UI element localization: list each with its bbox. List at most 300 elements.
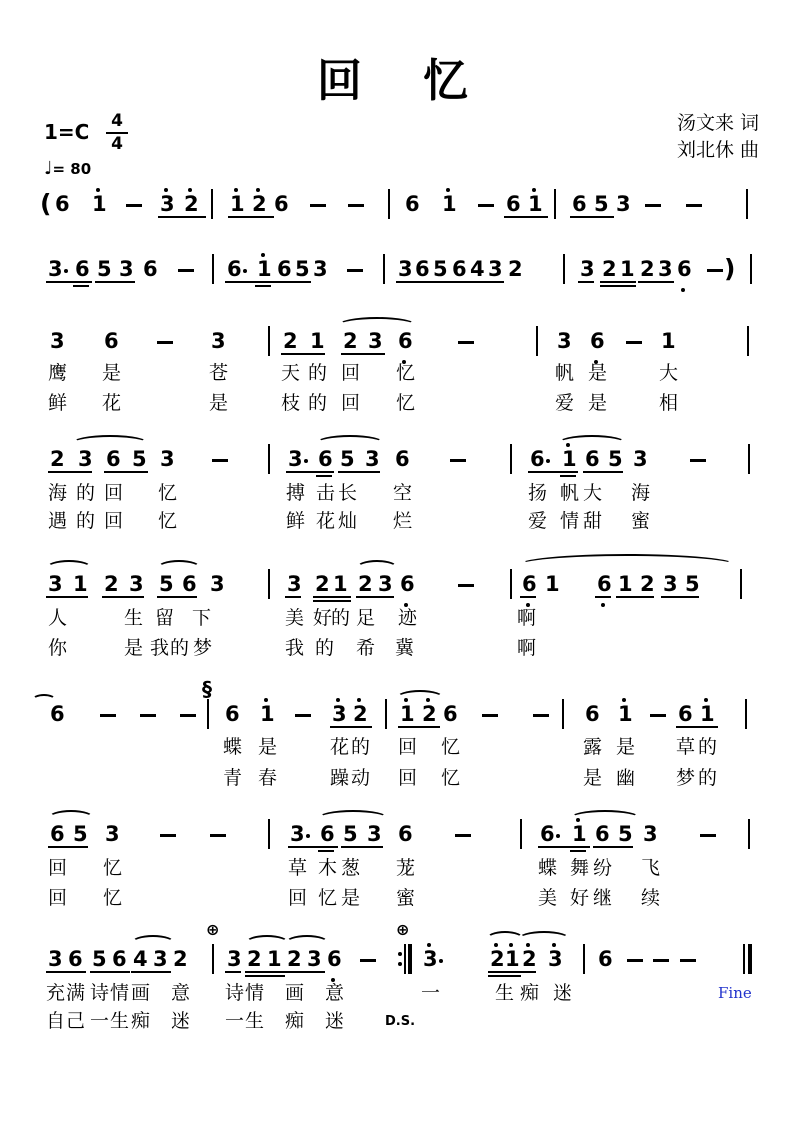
duration-dash xyxy=(210,834,226,837)
lyric-char: 茏 xyxy=(396,857,416,879)
beam-underline xyxy=(341,353,385,355)
lyric-char: 生 xyxy=(245,1010,265,1032)
jianpu-note: 3 xyxy=(48,257,63,281)
slur-arc xyxy=(518,931,570,947)
lyric-char: 鹰 xyxy=(48,362,68,384)
lyric-char: 的 xyxy=(76,510,96,532)
lyric-char: 遇 xyxy=(48,510,68,532)
lyric-char: 回 xyxy=(398,767,418,789)
jianpu-note: 6 xyxy=(506,192,521,216)
time-signature-top: 4 xyxy=(111,111,123,131)
octave-dot-above xyxy=(532,188,536,192)
beam-underline xyxy=(330,726,372,728)
jianpu-note: 5 xyxy=(132,447,147,471)
slur-arc xyxy=(316,435,384,451)
barline xyxy=(750,254,752,284)
beam-underline xyxy=(281,353,325,355)
beam-underline xyxy=(228,216,274,218)
jianpu-note: 6 xyxy=(595,822,610,846)
lyric-char: 生 xyxy=(124,607,144,629)
lyric-char: 的 xyxy=(351,736,371,758)
lyric-char: 忆 xyxy=(441,736,461,758)
lyric-char: 回 xyxy=(48,857,68,879)
lyric-char: 的 xyxy=(315,637,335,659)
fine-label: Fine xyxy=(718,984,752,1002)
lyric-char: 忆 xyxy=(318,887,338,909)
lyric-char: 你 xyxy=(48,637,68,659)
jianpu-note: 6 xyxy=(405,192,420,216)
duration-dash xyxy=(690,459,706,462)
lyric-char: 诗 xyxy=(90,982,110,1004)
beam-underline xyxy=(288,846,338,848)
end-repeat-barline xyxy=(404,944,406,974)
jianpu-note: 6 xyxy=(75,257,90,281)
lyric-char: 留 xyxy=(155,607,175,629)
jianpu-note: 6 xyxy=(677,257,692,281)
duration-dash xyxy=(707,269,723,272)
lyric-char: 飞 xyxy=(641,857,661,879)
quarter-note-icon: ♩ xyxy=(44,158,53,179)
jianpu-note: 1 xyxy=(92,192,107,216)
barline xyxy=(510,444,512,474)
jianpu-note: 6 xyxy=(598,947,613,971)
lyric-char: 意 xyxy=(325,982,345,1004)
jianpu-note: 1 xyxy=(505,947,520,971)
phrase-paren: ( xyxy=(40,189,52,218)
final-barline-thick xyxy=(748,944,752,974)
jianpu-note: 1 xyxy=(661,329,676,353)
jianpu-note: 3 xyxy=(548,947,563,971)
lyric-char: 蜜 xyxy=(631,510,651,532)
beam-underline xyxy=(46,971,86,973)
jianpu-note: 4 xyxy=(470,257,485,281)
lyric-char: 空 xyxy=(393,482,413,504)
octave-dot-above xyxy=(622,698,626,702)
barline xyxy=(563,254,565,284)
duration-dash xyxy=(140,714,156,717)
jianpu-note: 1 xyxy=(545,572,560,596)
lyric-char: 纷 xyxy=(593,857,613,879)
jianpu-note: 3 xyxy=(78,447,93,471)
barline xyxy=(583,944,585,974)
duration-dash xyxy=(157,341,173,344)
beam-underline xyxy=(104,471,148,473)
slur-arc xyxy=(46,560,92,576)
slur-arc xyxy=(570,810,640,826)
jianpu-note: 5 xyxy=(685,572,700,596)
jianpu-note: 6 xyxy=(320,822,335,846)
lyric-char: 我 xyxy=(285,637,305,659)
beam-underline xyxy=(538,846,590,848)
lyric-char: 忆 xyxy=(158,510,178,532)
jianpu-note: 2 xyxy=(490,947,505,971)
lyric-char: 大 xyxy=(659,362,679,384)
lyric-char: 己 xyxy=(66,1010,86,1032)
jianpu-note: 1 xyxy=(618,702,633,726)
lyric-char: 生 xyxy=(110,1010,130,1032)
lyric-char: 美 xyxy=(285,607,305,629)
lyric-char: 情 xyxy=(560,510,580,532)
jianpu-note: 5 xyxy=(295,257,310,281)
jianpu-note: 3 xyxy=(288,447,303,471)
jianpu-note: 3 xyxy=(378,572,393,596)
duration-dash xyxy=(450,459,466,462)
lyric-char: 鲜 xyxy=(48,392,68,414)
slur-arc xyxy=(48,810,94,826)
jianpu-note: 2 xyxy=(104,572,119,596)
slur-arc xyxy=(131,935,175,951)
slur-arc xyxy=(157,560,201,576)
octave-dot-above xyxy=(234,188,238,192)
barline xyxy=(747,326,749,356)
lyric-char: 回 xyxy=(288,887,308,909)
beam-underline-2nd xyxy=(318,850,334,852)
lyric-char: 枝 xyxy=(281,392,301,414)
lyric-char: 我 xyxy=(150,637,170,659)
beam-underline xyxy=(431,281,469,283)
beam-underline xyxy=(593,846,633,848)
jianpu-note: 5 xyxy=(608,447,623,471)
end-repeat-barline-thick xyxy=(408,944,412,974)
jianpu-note: 6 xyxy=(68,947,83,971)
beam-underline-2nd xyxy=(245,975,285,977)
lyric-char: 舞 xyxy=(570,857,590,879)
jianpu-note: 2 xyxy=(358,572,373,596)
jianpu-note: 6 xyxy=(50,822,65,846)
beam-underline-2nd xyxy=(73,285,89,287)
barline xyxy=(385,699,387,729)
lyric-char: 迷 xyxy=(171,1010,191,1032)
duration-dash xyxy=(482,714,498,717)
beam-underline xyxy=(90,971,130,973)
jianpu-note: 6 xyxy=(318,447,333,471)
lyric-char: 啊 xyxy=(517,607,537,629)
beam-underline xyxy=(285,596,301,598)
beam-underline xyxy=(95,281,135,283)
lyric-char: 情 xyxy=(245,982,265,1004)
beam-underline xyxy=(313,596,351,598)
lyric-char: 的 xyxy=(170,637,190,659)
beam-underline-2nd xyxy=(313,600,351,602)
jianpu-note: 6 xyxy=(585,702,600,726)
lyric-char: 葱 xyxy=(341,857,361,879)
jianpu-note: 6 xyxy=(585,447,600,471)
jianpu-note: 2 xyxy=(283,329,298,353)
jianpu-note: 3 xyxy=(287,572,302,596)
jianpu-note: 6 xyxy=(112,947,127,971)
lyric-char: 足 xyxy=(356,607,376,629)
jianpu-note: 1 xyxy=(700,702,715,726)
jianpu-note: 3 xyxy=(307,947,322,971)
beam-underline xyxy=(578,281,594,283)
lyric-char: 人 xyxy=(48,607,68,629)
lyric-char: 回 xyxy=(104,482,124,504)
lyric-char: 好 xyxy=(313,607,333,629)
beam-underline xyxy=(48,846,88,848)
duration-dash xyxy=(627,959,643,962)
jianpu-note: 4 xyxy=(133,947,148,971)
lyric-char: 满 xyxy=(66,982,86,1004)
jianpu-note: 6 xyxy=(274,192,289,216)
duration-dash xyxy=(295,714,311,717)
jianpu-note: 3 xyxy=(210,572,225,596)
duration-dash xyxy=(347,269,363,272)
lyric-char: 是 xyxy=(616,736,636,758)
jianpu-note: 2 xyxy=(343,329,358,353)
lyric-char: 画 xyxy=(285,982,305,1004)
jianpu-note: 3 xyxy=(160,192,175,216)
jianpu-note: 5 xyxy=(343,822,358,846)
jianpu-note: 3 xyxy=(663,572,678,596)
beam-underline xyxy=(225,971,241,973)
jianpu-note: 3 xyxy=(119,257,134,281)
lyric-char: 爱 xyxy=(528,510,548,532)
jianpu-note: 2 xyxy=(602,257,617,281)
lyric-char: 的 xyxy=(698,767,718,789)
slur-arc xyxy=(32,694,56,706)
barline xyxy=(746,189,748,219)
jianpu-note: 2 xyxy=(508,257,523,281)
jianpu-note: 2 xyxy=(640,257,655,281)
jianpu-note: 6 xyxy=(597,572,612,596)
jianpu-note: 2 xyxy=(315,572,330,596)
jianpu-note: 6 xyxy=(443,702,458,726)
beam-underline xyxy=(468,281,504,283)
duration-dash xyxy=(458,341,474,344)
jianpu-note: 3 xyxy=(160,447,175,471)
augmentation-dot xyxy=(64,269,68,273)
barline xyxy=(388,189,390,219)
lyric-char: 相 xyxy=(659,392,679,414)
jianpu-note: 3 xyxy=(658,257,673,281)
lyric-char: 下 xyxy=(192,607,212,629)
jianpu-note: 6 xyxy=(398,822,413,846)
lyric-char: 鲜 xyxy=(286,510,306,532)
jianpu-note: 3 xyxy=(365,447,380,471)
lyric-char: 回 xyxy=(398,736,418,758)
beam-underline xyxy=(396,281,432,283)
jianpu-note: 6 xyxy=(50,702,65,726)
octave-dot-above xyxy=(446,188,450,192)
lyric-char: 烂 xyxy=(393,510,413,532)
octave-dot-above xyxy=(188,188,192,192)
lyric-char: 海 xyxy=(631,482,651,504)
jianpu-note: 3 xyxy=(616,192,631,216)
jianpu-note: 6 xyxy=(55,192,70,216)
augmentation-dot xyxy=(306,834,310,838)
jianpu-note: 6 xyxy=(225,702,240,726)
beam-underline-2nd xyxy=(488,975,521,977)
beam-underline xyxy=(102,596,144,598)
barline xyxy=(520,819,522,849)
lyric-char: 自 xyxy=(46,1010,66,1032)
beam-underline-2nd xyxy=(560,475,576,477)
jianpu-note: 1 xyxy=(310,329,325,353)
beam-underline xyxy=(225,281,275,283)
jianpu-note: 3 xyxy=(48,947,63,971)
duration-dash xyxy=(212,459,228,462)
lyric-char: 露 xyxy=(583,736,603,758)
beam-underline xyxy=(157,596,197,598)
beam-underline xyxy=(131,971,171,973)
jianpu-note: 3 xyxy=(557,329,572,353)
jianpu-note: 3 xyxy=(332,702,347,726)
jianpu-note: 2 xyxy=(522,947,537,971)
beam-underline xyxy=(46,281,92,283)
ds-label: D.S. xyxy=(385,1014,416,1029)
jianpu-note: 1 xyxy=(73,572,88,596)
lyric-char: 意 xyxy=(171,982,191,1004)
duration-dash xyxy=(478,204,494,207)
lyric-char: 春 xyxy=(258,767,278,789)
jianpu-note: 6 xyxy=(398,329,413,353)
lyric-char: 的 xyxy=(308,392,328,414)
jianpu-note: 3 xyxy=(423,947,438,971)
jianpu-note: 1 xyxy=(572,822,587,846)
jianpu-note: 6 xyxy=(530,447,545,471)
phrase-paren: ) xyxy=(724,254,736,283)
lyric-char: 是 xyxy=(583,767,603,789)
jianpu-note: 3 xyxy=(643,822,658,846)
lyric-char: 忆 xyxy=(103,857,123,879)
beam-underline xyxy=(528,471,578,473)
barline xyxy=(207,699,209,729)
lyric-char: 画 xyxy=(131,982,151,1004)
lyric-char: 动 xyxy=(351,767,371,789)
lyricist-credit: 汤文来 词 xyxy=(676,112,759,134)
lyric-char: 忆 xyxy=(396,362,416,384)
jianpu-note: 6 xyxy=(400,572,415,596)
jianpu-note: 1 xyxy=(620,257,635,281)
jianpu-note: 3 xyxy=(227,947,242,971)
repeat-dot xyxy=(398,952,402,956)
tempo-value: = 80 xyxy=(52,160,92,178)
jianpu-note: 2 xyxy=(422,702,437,726)
lyric-char: 忆 xyxy=(441,767,461,789)
jianpu-note: 6 xyxy=(104,329,119,353)
octave-dot-below xyxy=(681,288,685,292)
jianpu-note: 6 xyxy=(522,572,537,596)
jianpu-note: 3 xyxy=(105,822,120,846)
barline xyxy=(212,254,214,284)
jianpu-note: 6 xyxy=(227,257,242,281)
octave-dot-above xyxy=(264,698,268,702)
duration-dash xyxy=(360,959,376,962)
segno-icon: § xyxy=(202,677,212,701)
beam-underline xyxy=(600,281,636,283)
slur-arc xyxy=(318,810,388,826)
duration-dash xyxy=(455,834,471,837)
duration-dash xyxy=(626,341,642,344)
lyric-char: 继 xyxy=(593,887,613,909)
barline xyxy=(268,326,270,356)
jianpu-note: 6 xyxy=(277,257,292,281)
lyric-char: 搏 xyxy=(286,482,306,504)
lyric-char: 大 xyxy=(583,482,603,504)
jianpu-note: 6 xyxy=(415,257,430,281)
lyric-char: 痴 xyxy=(285,1010,305,1032)
beam-underline xyxy=(341,846,383,848)
slur-arc xyxy=(285,935,329,951)
jianpu-note: 3 xyxy=(48,572,63,596)
barline xyxy=(268,444,270,474)
lyric-char: 忆 xyxy=(396,392,416,414)
jianpu-note: 3 xyxy=(313,257,328,281)
jianpu-note: 1 xyxy=(562,447,577,471)
barline xyxy=(554,189,556,219)
key-signature: 1=C xyxy=(44,120,90,144)
composer-credit: 刘北休 曲 xyxy=(676,139,759,161)
jianpu-note: 1 xyxy=(267,947,282,971)
beam-underline xyxy=(488,971,536,973)
slur-arc xyxy=(338,317,416,333)
lyric-char: 诗 xyxy=(225,982,245,1004)
lyric-char: 是 xyxy=(341,887,361,909)
duration-dash xyxy=(348,204,364,207)
jianpu-note: 3 xyxy=(488,257,503,281)
lyric-char: 一 xyxy=(225,1010,245,1032)
lyric-char: 希 xyxy=(356,637,376,659)
jianpu-note: 2 xyxy=(247,947,262,971)
beam-underline xyxy=(245,971,285,973)
augmentation-dot xyxy=(439,959,443,963)
jianpu-note: 1 xyxy=(442,192,457,216)
octave-dot-above xyxy=(336,698,340,702)
octave-dot-above xyxy=(427,943,431,947)
lyric-char: 长 xyxy=(338,482,358,504)
jianpu-note: 1 xyxy=(230,192,245,216)
lyric-char: 击 xyxy=(316,482,336,504)
lyric-char: 是 xyxy=(588,362,608,384)
lyric-char: 梦 xyxy=(676,767,696,789)
lyric-char: 痴 xyxy=(520,982,540,1004)
jianpu-note: 6 xyxy=(572,192,587,216)
barline xyxy=(748,444,750,474)
jianpu-note: 6 xyxy=(395,447,410,471)
jianpu-note: 6 xyxy=(678,702,693,726)
beam-underline xyxy=(46,596,88,598)
augmentation-dot xyxy=(243,269,247,273)
lyric-char: 草 xyxy=(288,857,308,879)
duration-dash xyxy=(686,204,702,207)
lyric-char: 的 xyxy=(331,607,351,629)
beam-underline xyxy=(616,596,654,598)
lyric-char: 充 xyxy=(46,982,66,1004)
barline xyxy=(383,254,385,284)
lyric-char: 帆 xyxy=(555,362,575,384)
beam-underline xyxy=(595,596,611,598)
beam-underline xyxy=(338,471,380,473)
coda-icon: ⊕ xyxy=(206,920,220,939)
beam-underline-2nd xyxy=(570,850,586,852)
repeat-dot xyxy=(398,962,402,966)
lyric-char: 是 xyxy=(258,736,278,758)
jianpu-note: 5 xyxy=(73,822,88,846)
beam-underline xyxy=(504,216,548,218)
beam-underline-2nd xyxy=(600,285,636,287)
beam-underline xyxy=(275,281,311,283)
duration-dash xyxy=(178,269,194,272)
octave-dot-below xyxy=(601,603,605,607)
duration-dash xyxy=(310,204,326,207)
final-barline xyxy=(743,944,745,974)
lyric-char: 蝶 xyxy=(538,857,558,879)
slur-arc xyxy=(518,554,736,576)
lyric-char: 草 xyxy=(676,736,696,758)
jianpu-note: 2 xyxy=(184,192,199,216)
lyric-char: 一 xyxy=(421,982,441,1004)
lyric-char: 花 xyxy=(330,736,350,758)
